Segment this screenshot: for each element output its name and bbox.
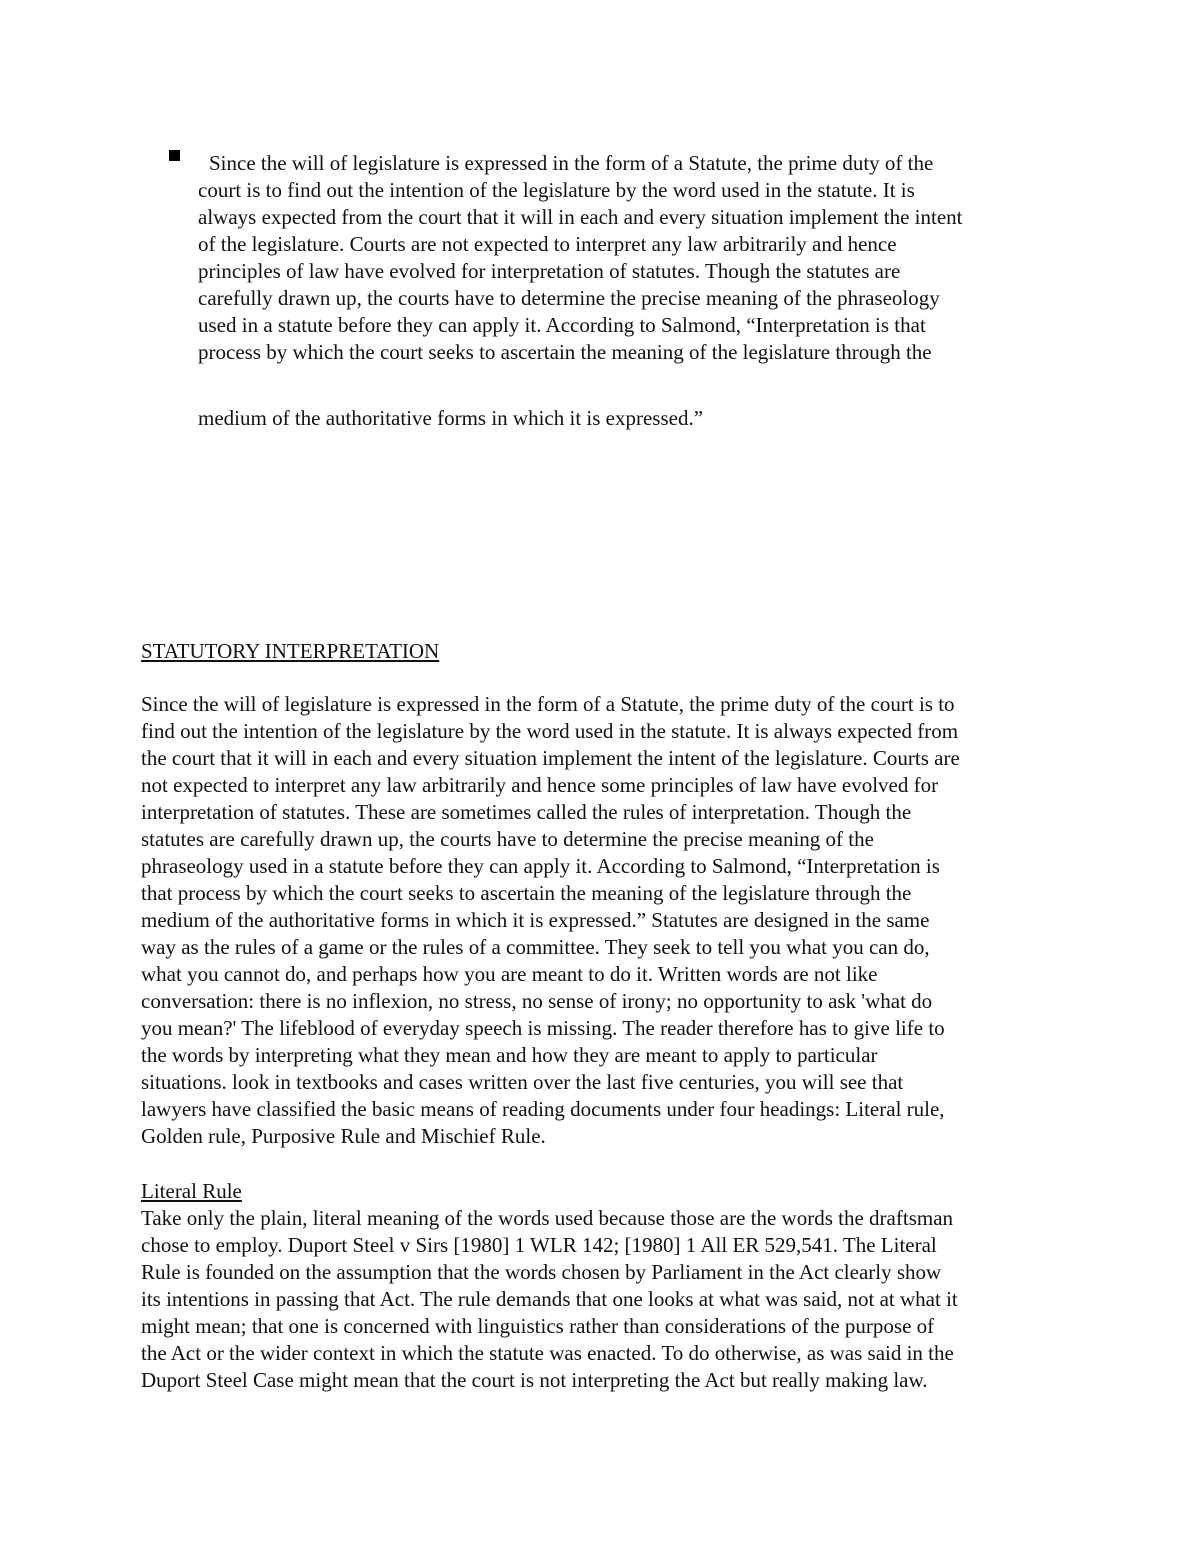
literal-rule-paragraph (141, 1205, 1081, 1394)
paragraph-line: the court that it will in each and every situation implement the intent of the legislature. Courts are (141, 746, 960, 770)
paragraph-line: conversation: there is no inflexion, no stress, no sense of irony; no opportunity to ask 'what do (141, 989, 933, 1013)
paragraph-line: way as the rules of a game or the rules of a committee. They seek to tell you what you can do, (141, 935, 930, 959)
paragraph-line: find out the intention of the legislature by the word used in the statute. It is always expected from (141, 719, 959, 743)
paragraph-line: you mean?' The lifeblood of everyday speech is missing. The reader therefore has to give life to (141, 1016, 945, 1040)
bullet-paragraph (198, 150, 1078, 366)
bullet-line: of the legislature. Courts are not expected to interpret any law arbitrarily and hence (198, 232, 897, 256)
paragraph-line: situations. look in textbooks and cases written over the last five centuries, you will see that (141, 1070, 904, 1094)
bullet-line: carefully drawn up, the courts have to determine the precise meaning of the phraseology (198, 286, 940, 310)
paragraph-line: Since the will of legislature is expressed in the form of a Statute, the prime duty of the court is to (141, 692, 955, 716)
paragraph-line: lawyers have classified the basic means of reading documents under four headings: Literal rule, (141, 1097, 945, 1121)
bullet-continuation: medium of the authoritative forms in which it is expressed.” (198, 406, 704, 430)
bullet-line: court is to find out the intention of the legislature by the word used in the statute. It is (198, 178, 915, 202)
bullet-line: used in a statute before they can apply it. According to Salmond, “Interpretation is that (198, 313, 926, 337)
section-heading: STATUTORY INTERPRETATION (141, 639, 440, 663)
paragraph-line: interpretation of statutes. These are sometimes called the rules of interpretation. Though the (141, 800, 912, 824)
paragraph-line: the Act or the wider context in which the statute was enacted. To do otherwise, as was said in the (141, 1341, 954, 1365)
square-bullet-icon (169, 150, 180, 161)
paragraph-line: medium of the authoritative forms in which it is expressed.” Statutes are designed in the same (141, 908, 930, 932)
paragraph-line: phraseology used in a statute before they can apply it. According to Salmond, “Interpretation is (141, 854, 940, 878)
paragraph-line: statutes are carefully drawn up, the courts have to determine the precise meaning of the (141, 827, 874, 851)
paragraph-line: Golden rule, Purposive Rule and Mischief Rule. (141, 1124, 546, 1148)
bullet-line: Since the will of legislature is expressed in the form of a Statute, the prime duty of the (209, 151, 934, 175)
paragraph-line: Rule is founded on the assumption that the words chosen by Parliament in the Act clearly show (141, 1260, 942, 1284)
paragraph-line: Take only the plain, literal meaning of the words used because those are the words the draftsman (141, 1206, 954, 1230)
bullet-line: principles of law have evolved for interpretation of statutes. Though the statutes are (198, 259, 901, 283)
paragraph-line: the words by interpreting what they mean and how they are meant to apply to particular (141, 1043, 878, 1067)
paragraph-line: that process by which the court seeks to ascertain the meaning of the legislature through the (141, 881, 912, 905)
paragraph-line: might mean; that one is concerned with linguistics rather than considerations of the purpose of (141, 1314, 935, 1338)
paragraph-line: its intentions in passing that Act. The rule demands that one looks at what was said, not at what it (141, 1287, 958, 1311)
statutory-paragraph (141, 691, 1081, 1150)
paragraph-line: what you cannot do, and perhaps how you are meant to do it. Written words are not like (141, 962, 878, 986)
bullet-line: always expected from the court that it will in each and every situation implement the intent (198, 205, 963, 229)
bullet-line: process by which the court seeks to ascertain the meaning of the legislature through the (198, 340, 932, 364)
paragraph-line: not expected to interpret any law arbitrarily and hence some principles of law have evolved for (141, 773, 939, 797)
paragraph-line: chose to employ. Duport Steel v Sirs [1980] 1 WLR 142; [1980] 1 All ER 529,541. The Literal (141, 1233, 937, 1257)
paragraph-line: Duport Steel Case might mean that the court is not interpreting the Act but really making law. (141, 1368, 928, 1392)
literal-rule-heading: Literal Rule (141, 1179, 242, 1203)
